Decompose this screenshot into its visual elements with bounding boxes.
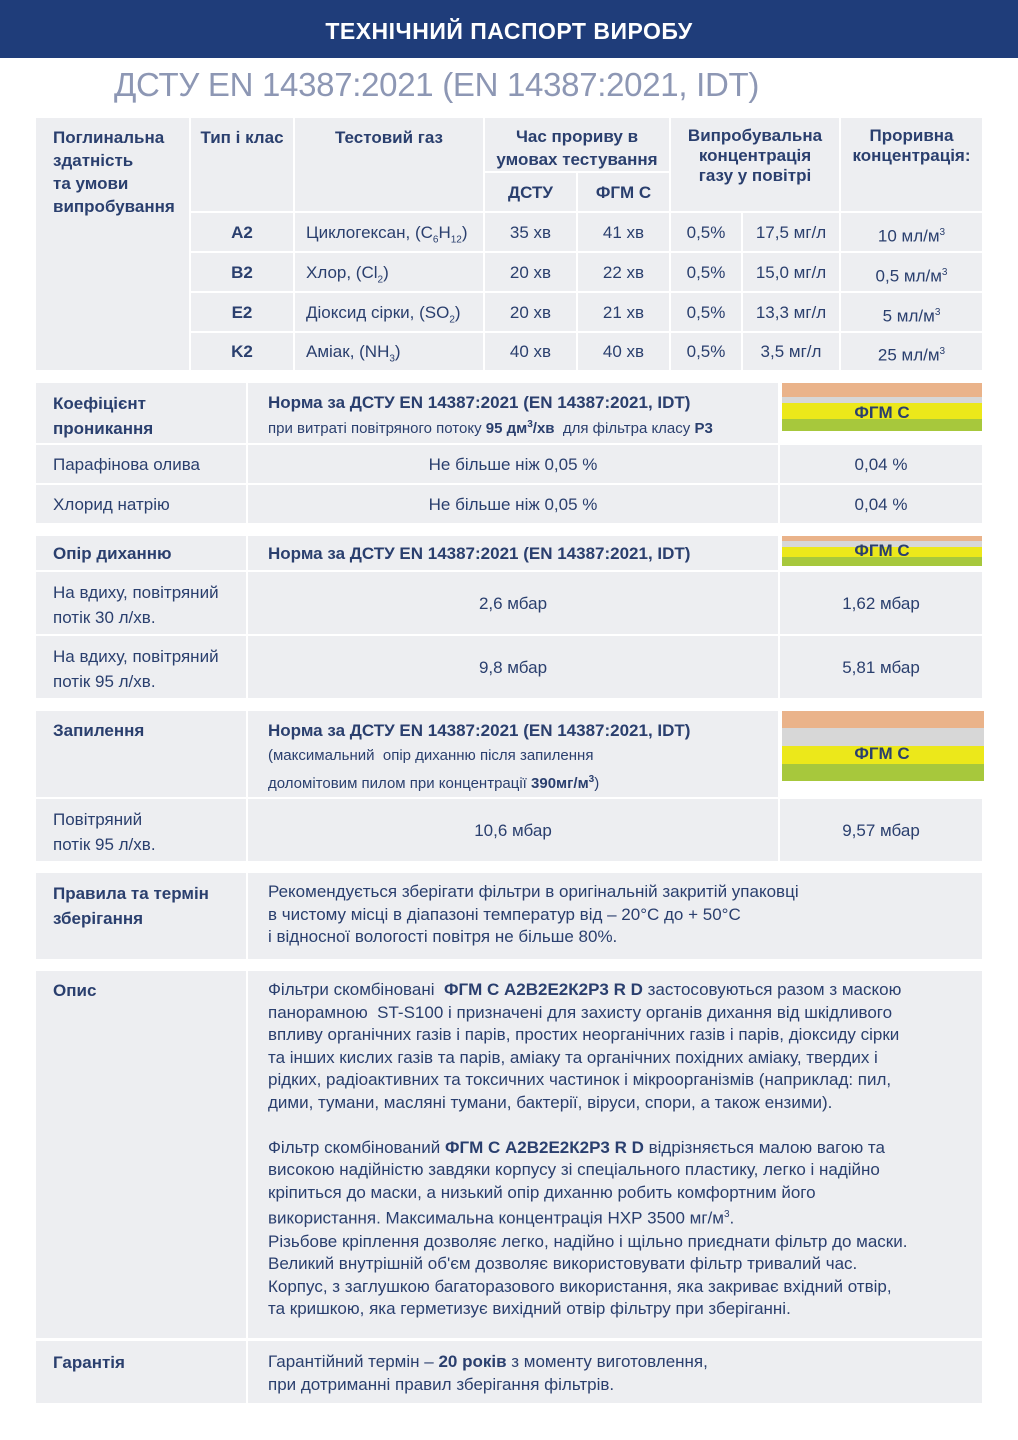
breakthrough-conc-line: Проривна — [869, 126, 954, 145]
mg-value: 3,5 мг/л — [760, 342, 822, 361]
brk-text: 5 мл/м — [882, 306, 935, 326]
penetration-row-value — [780, 445, 982, 483]
gas-end: ) — [461, 223, 468, 242]
brk-value — [841, 340, 982, 367]
pct-cell — [671, 213, 741, 251]
brk-text: 10 мл/м — [877, 226, 940, 246]
dust-end: ) — [594, 775, 600, 792]
test-conc-line: Випробувальна — [687, 126, 823, 145]
mg-cell — [743, 293, 839, 331]
brk-cell — [841, 333, 982, 370]
breakthrough-conc-header — [841, 118, 982, 211]
dust-text: доломітовим пилом при концентрації — [268, 775, 532, 792]
warranty-text-part: з моменту виготовлення, — [506, 1352, 708, 1371]
fgm-value: 21 хв — [602, 303, 645, 322]
desc-text: застосовуються разом з маскою — [642, 980, 902, 999]
desc-text: Фільтр скомбінований — [268, 1137, 445, 1157]
mg-value: 15,0 мг/л — [755, 263, 827, 282]
header-banner — [0, 0, 1018, 58]
gas-sub: 2 — [377, 274, 384, 286]
row-name: Хлорид натрію — [53, 495, 170, 514]
desc-spacer — [268, 1115, 907, 1137]
absorb-title-line: випробування — [53, 197, 175, 216]
storage-title — [53, 881, 209, 931]
penetration-norm: Норма за ДСТУ EN 14387:2021 (EN 14387:2021, IDT) — [268, 393, 691, 412]
row-name — [53, 580, 219, 630]
warranty-line — [268, 1351, 708, 1374]
desc-text: використання. Максимальна концентрація НХР 3500 мг/м — [268, 1209, 724, 1228]
gas-sub: 2 — [449, 314, 455, 326]
description-text — [268, 979, 907, 1321]
gas-end: ) — [454, 303, 461, 322]
storage-title-cell — [36, 873, 246, 959]
dust-row-norm — [248, 799, 778, 861]
row-norm: 10,6 мбар — [474, 821, 552, 840]
test-conc-line: газу у повітрі — [698, 166, 812, 185]
stripe-orange — [782, 383, 982, 397]
type-class-header — [191, 118, 293, 211]
desc-text: . — [729, 1209, 735, 1228]
penetration-row-name — [36, 485, 246, 523]
dust-row-name — [36, 799, 246, 861]
penetration-title — [53, 391, 153, 441]
mg-value: 17,5 мг/л — [755, 223, 827, 242]
gas-cell — [295, 213, 483, 251]
storage-line: Рекомендується зберігати фільтри в оригінальній закритій упаковці — [268, 882, 799, 901]
brand-label: ФГМ С — [854, 744, 910, 763]
brk-value — [841, 301, 982, 328]
flow-text2: для фільтра класу — [554, 420, 695, 437]
desc-sup: 3 — [723, 1209, 730, 1221]
dstu-cell — [485, 333, 576, 370]
gas-value — [306, 340, 401, 370]
brk-value — [841, 221, 982, 248]
flow-sup: 3 — [527, 419, 533, 430]
class-cell — [191, 213, 293, 251]
penetration-row-name — [36, 445, 246, 483]
desc-line: впливу органічних газів і парів, простих неорганічних газів і парів, діоксиду сірки — [268, 1025, 900, 1045]
breakthrough-conc-line: концентрація: — [852, 146, 971, 165]
warranty-title: Гарантія — [53, 1353, 125, 1372]
gas-name: Аміак, (NH — [306, 342, 390, 361]
row-name-line: потік 30 л/хв. — [53, 608, 156, 627]
row-name — [53, 644, 219, 694]
resistance-title-cell — [36, 536, 246, 570]
dust-norm-cell — [248, 711, 778, 797]
gas-name: Циклогексан, (C — [306, 223, 433, 242]
dust-norm: Норма за ДСТУ EN 14387:2021 (EN 14387:2021, IDT) — [268, 721, 691, 740]
row-value: 9,57 мбар — [842, 821, 920, 840]
breakthrough-header — [485, 118, 669, 171]
gas-mid: H — [438, 223, 451, 242]
desc-line: кріпиться до маски, а низький опір диханню робить комфортним його — [268, 1182, 816, 1202]
row-name-line: Повітряний — [53, 810, 143, 829]
absorb-title-line: та умови — [53, 174, 129, 193]
desc-line — [268, 1204, 907, 1230]
row-value: 0,04 % — [854, 455, 908, 474]
row-norm: Не більше ніж 0,05 % — [428, 455, 598, 474]
row-name-line: потік 95 л/хв. — [53, 835, 156, 854]
row-norm: 9,8 мбар — [478, 658, 548, 677]
desc-line: Корпус, з заглушкою багаторазового використання, яка закриває вхідний отвір, — [268, 1276, 892, 1296]
pct-cell — [671, 333, 741, 370]
dust-title-cell — [36, 711, 246, 797]
test-gas-header — [295, 118, 483, 211]
desc-text: Фільтри скомбіновані — [268, 980, 444, 999]
desc-text: відрізняється малою вагою та — [643, 1137, 885, 1157]
stripe-orange — [782, 711, 984, 728]
row-name-line: потік 95 л/хв. — [53, 672, 156, 691]
flow-unit: /хв — [532, 420, 555, 437]
gas-sub: 6 — [432, 234, 439, 246]
test-conc-line: концентрація — [698, 146, 812, 165]
penetration-norm-cell — [248, 383, 778, 443]
brk-value — [841, 261, 982, 288]
desc-line: Великий внутрішній об'єм дозволяє використовувати фільтр тривалий час. — [268, 1254, 858, 1274]
pct-value: 0,5% — [686, 223, 726, 242]
brk-cell — [841, 253, 982, 291]
resistance-row-norm — [248, 572, 778, 634]
dstu-value: 40 хв — [509, 342, 552, 361]
dust-line: (максимальний опір диханню після запилення — [268, 747, 594, 764]
gas-sub: 3 — [389, 353, 395, 365]
brk-text: 25 мл/м — [877, 345, 940, 365]
gas-name: Хлор, (Cl — [306, 263, 378, 282]
class-value: B2 — [231, 263, 253, 282]
row-norm: 2,6 мбар — [478, 594, 548, 613]
absorb-title — [53, 126, 175, 218]
dstu-subheader — [485, 173, 576, 211]
desc-line: та інших кислих газів та парів, аміаку та органічних похідних аміаку, твердих і — [268, 1047, 878, 1067]
desc-line — [268, 1137, 907, 1160]
brk-sup: 3 — [934, 307, 941, 318]
pct-cell — [671, 293, 741, 331]
gas-cell — [295, 253, 483, 291]
gas-sub: 12 — [450, 234, 462, 246]
gas-cell — [295, 333, 483, 370]
brk-cell — [841, 213, 982, 251]
fgm-cell — [578, 333, 669, 370]
gas-value — [306, 261, 389, 291]
brk-sup: 3 — [939, 346, 946, 357]
desc-line: дими, тумани, масляні тумани, бактерії, віруси, спори, а також ензими). — [268, 1092, 833, 1112]
row-name: Парафінова олива — [53, 455, 200, 474]
penetration-title-line: проникання — [53, 419, 154, 438]
desc-line: та кришкою, яка герметизує вихідний отвір фільтру при зберіганні. — [268, 1299, 791, 1319]
mg-cell — [743, 333, 839, 370]
flow-text: при витраті повітряного потоку — [268, 420, 486, 437]
absorb-header-cell — [36, 118, 189, 370]
stripe-green — [782, 764, 984, 781]
desc-line: Різьбове кріплення дозволяє легко, надійно і щільно приєднати фільтр до маски. — [268, 1231, 908, 1251]
resistance-title: Опір диханню — [53, 544, 172, 563]
storage-text — [268, 881, 799, 949]
gas-end: ) — [394, 342, 401, 361]
absorb-title-line: Поглинальна — [53, 128, 165, 147]
penetration-row-norm — [248, 485, 778, 523]
breakthrough-line: умовах тестування — [496, 150, 658, 169]
penetration-row-value — [780, 485, 982, 523]
dust-title: Запилення — [53, 721, 145, 740]
pct-value: 0,5% — [686, 342, 726, 361]
class-cell — [191, 293, 293, 331]
class-value: A2 — [231, 223, 253, 242]
pct-cell — [671, 253, 741, 291]
warranty-line: при дотриманні правил зберігання фільтрів. — [268, 1374, 615, 1394]
row-name-line: На вдиху, повітряний — [53, 647, 219, 666]
fgm-value: 41 хв — [602, 223, 645, 242]
page-title: ТЕХНІЧНИЙ ПАСПОРТ ВИРОБУ — [325, 18, 693, 44]
type-class-label: Тип і клас — [200, 128, 284, 147]
resistance-row-value — [780, 572, 982, 634]
brand-label: ФГМ С — [854, 403, 910, 422]
description-title-cell — [36, 971, 246, 1338]
class-cell — [191, 253, 293, 291]
brk-cell — [841, 293, 982, 331]
penetration-row-norm — [248, 445, 778, 483]
mg-cell — [743, 253, 839, 291]
description-text-cell — [248, 971, 982, 1338]
product-name: ФГМ С А2В2Е2К2Р3 R D — [444, 1137, 644, 1157]
dust-line — [268, 768, 599, 796]
mg-cell — [743, 213, 839, 251]
resistance-row-value — [780, 636, 982, 698]
fgm-cell — [578, 213, 669, 251]
absorb-title-line: здатність — [53, 151, 134, 170]
storage-line: і відносної вологості повітря не більше 80%. — [268, 927, 618, 947]
row-norm: Не більше ніж 0,05 % — [428, 495, 598, 514]
storage-line: в чистому місці в діапазоні температур від – 20°С до + 50°С — [268, 904, 741, 924]
storage-title-line: зберігання — [53, 909, 144, 928]
gas-value — [306, 221, 468, 251]
desc-line: рідких, радіоактивних та токсичних частинок і мікроорганізмів (наприклад: пил, — [268, 1070, 892, 1090]
dust-row-value — [780, 799, 982, 861]
dstu-value: 20 хв — [509, 303, 552, 322]
test-gas-label: Тестовий газ — [335, 128, 443, 147]
test-conc-label — [671, 126, 839, 186]
penetration-flow — [268, 413, 713, 441]
resistance-norm: Норма за ДСТУ EN 14387:2021 (EN 14387:2021, IDT) — [268, 544, 691, 563]
row-value: 5,81 мбар — [842, 658, 920, 677]
class-value: E2 — [231, 303, 253, 322]
pct-value: 0,5% — [686, 263, 726, 282]
fgm-value: 22 хв — [602, 263, 645, 282]
fgm-label: ФГМ С — [595, 183, 652, 202]
penetration-title-line: Коефіцієнт — [53, 394, 146, 413]
fgm-value: 40 хв — [602, 342, 645, 361]
desc-line — [268, 979, 907, 1002]
gas-end: ) — [383, 263, 389, 282]
dust-conc: 390мг/м — [531, 775, 589, 792]
fgm-subheader — [578, 173, 669, 211]
pct-value: 0,5% — [686, 303, 726, 322]
storage-title-line: Правила та термін — [53, 884, 209, 903]
brk-sup: 3 — [941, 267, 948, 278]
breakthrough-line: Час прориву в — [515, 127, 639, 146]
resistance-row-norm — [248, 636, 778, 698]
gas-name: Діоксид сірки, (SO — [306, 303, 450, 322]
flow-class: P3 — [694, 420, 713, 437]
gas-cell — [295, 293, 483, 331]
storage-text-cell — [248, 873, 982, 959]
resistance-norm-cell — [248, 536, 778, 570]
brk-text: 0,5 мл/м — [875, 266, 942, 286]
resistance-row-name — [36, 572, 246, 634]
dstu-cell — [485, 213, 576, 251]
test-conc-header — [671, 118, 839, 211]
resistance-row-name — [36, 636, 246, 698]
warranty-title-cell — [36, 1341, 246, 1403]
dstu-cell — [485, 293, 576, 331]
dstu-label: ДСТУ — [508, 183, 553, 202]
row-value: 1,62 мбар — [842, 594, 920, 613]
description-title: Опис — [53, 981, 97, 1000]
row-name — [53, 807, 156, 857]
dstu-value: 35 хв — [509, 223, 552, 242]
row-value: 0,04 % — [854, 495, 908, 514]
mg-value: 13,3 мг/л — [755, 303, 827, 322]
desc-line: панорамною ST-S100 і призначені для захисту органів дихання від шкідливого — [268, 1002, 893, 1022]
class-value: K2 — [231, 342, 253, 361]
fgm-cell — [578, 293, 669, 331]
product-name: ФГМ С А2В2Е2К2Р3 R D — [443, 980, 643, 999]
flow-value: 95 дм — [485, 420, 528, 437]
breakthrough-label — [485, 125, 669, 171]
brk-sup: 3 — [939, 227, 946, 238]
penetration-title-cell — [36, 383, 246, 443]
standard-subtitle: ДСТУ EN 14387:2021 (EN 14387:2021, IDT) — [114, 66, 760, 103]
row-name-line: На вдиху, повітряний — [53, 583, 219, 602]
dstu-cell — [485, 253, 576, 291]
fgm-cell — [578, 253, 669, 291]
dust-sup: 3 — [588, 774, 595, 785]
class-cell — [191, 333, 293, 370]
warranty-text-part: Гарантійний термін – — [268, 1352, 439, 1371]
desc-line: високою надійністю завдяки корпусу зі спеціального пластику, легко і надійно — [268, 1160, 880, 1180]
breakthrough-conc-label — [841, 126, 982, 166]
warranty-term: 20 років — [438, 1352, 507, 1371]
brand-label: ФГМ С — [854, 541, 910, 560]
dstu-value: 20 хв — [509, 263, 552, 282]
warranty-text — [268, 1351, 708, 1396]
warranty-text-cell — [248, 1341, 982, 1403]
gas-value — [306, 301, 461, 331]
